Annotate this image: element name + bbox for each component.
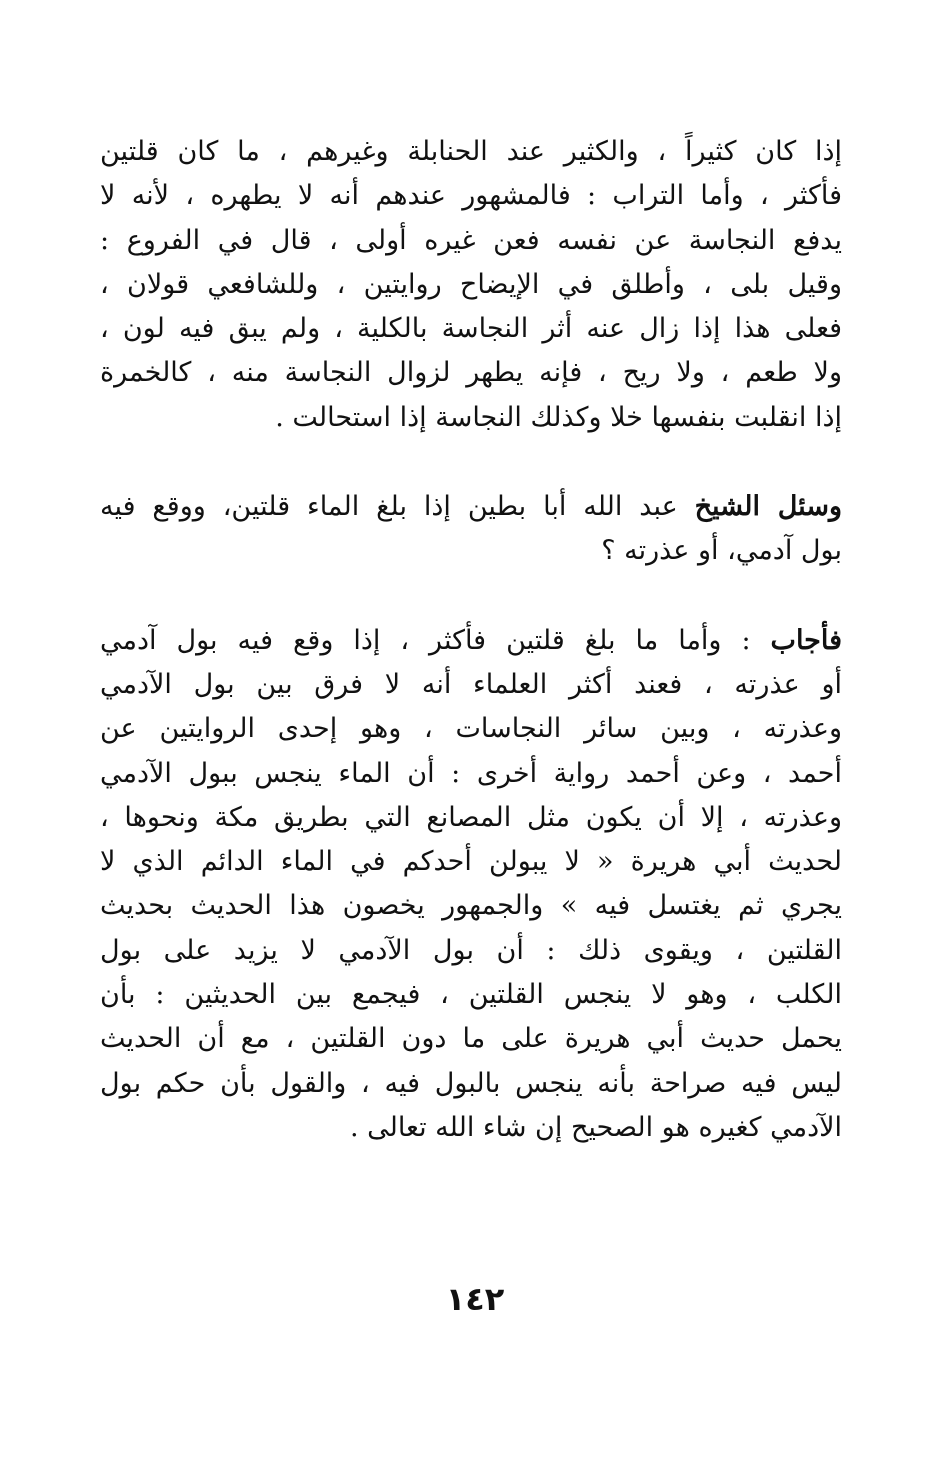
paragraph-3-answer [100, 619, 842, 1151]
page-number: ١٤٢ [445, 1280, 505, 1318]
paragraph-3-line-12: الآدمي كغيره هو الصحيح إن شاء الله تعالى . [349, 1111, 842, 1143]
paragraph-2-line-2: بول آدمي، أو عذرته ؟ [601, 535, 842, 567]
paragraph-1-line-4: وقيل بلى ، وأطلق في الإيضاح روايتين ، وللشافعي قولان ، [100, 268, 842, 300]
paragraph-3-line-1-text: : وأما ما بلغ قلتين فأكثر ، إذا وقع فيه بول آدمي [100, 624, 771, 656]
paragraph-2-line-1 [100, 485, 842, 529]
paragraph-3-line-3: وعذرته ، وبين سائر النجاسات ، وهو إحدى الروايتين عن [100, 713, 842, 745]
paragraph-2-question [100, 485, 842, 574]
paragraph-3-line-11: ليس فيه صراحة بأنه ينجس بالبول فيه ، والقول بأن حكم بول [100, 1067, 842, 1099]
paragraph-1-line-5: فعلى هذا إذا زال عنه أثر النجاسة بالكلية ، ولم يبق فيه لون ، [100, 313, 842, 345]
paragraph-3-line-2: أو عذرته ، فعند أكثر العلماء أنه لا فرق بين بول الآدمي [100, 668, 842, 700]
paragraph-1-line-2: فأكثر ، وأما التراب : فالمشهور عندهم أنه لا يطهره ، لأنه لا [100, 180, 842, 212]
paragraph-3-line-4: أحمد ، وعن أحمد رواية أخرى : أن الماء ينجس ببول الآدمي [100, 757, 842, 789]
question-lead: وسئل الشيخ [694, 491, 842, 523]
paragraph-3-line-9: الكلب ، وهو لا ينجس القلتين ، فيجمع بين الحديثين : بأن [100, 979, 842, 1011]
paragraph-3-line-10: يحمل حديث أبي هريرة على ما دون القلتين ، مع أن الحديث [100, 1023, 842, 1055]
answer-lead: فأجاب [770, 624, 842, 656]
paragraph-1-line-7: إذا انقلبت بنفسها خلا وكذلك النجاسة إذا استحالت . [275, 401, 842, 433]
paragraph-1-line-6: ولا طعم ، ولا ريح ، فإنه يطهر لزوال النجاسة منه ، كالخمرة [100, 357, 842, 389]
paragraph-3-line-8: القلتين ، ويقوى ذلك : أن بول الآدمي لا يزيد على بول [100, 934, 842, 966]
paragraph-3-line-7: يجري ثم يغتسل فيه » والجمهور يخصون هذا الحديث بحديث [100, 890, 842, 922]
paragraph-1-line-1: إذا كان كثيراً ، والكثير عند الحنابلة وغيرهم ، ما كان قلتين [100, 136, 842, 167]
page-body [100, 130, 842, 1150]
paragraph-2-line-1-text: عبد الله أبا بطين إذا بلغ الماء قلتين، ووقع فيه [100, 491, 695, 523]
paragraph-1-line-3: يدفع النجاسة عن نفسه فعن غيره أولى ، قال في الفروع : [100, 224, 842, 256]
paragraph-3-line-6: لحديث أبي هريرة « لا يبولن أحدكم في الماء الدائم الذي لا [100, 846, 842, 878]
paragraph-1 [100, 130, 842, 440]
paragraph-3-line-5: وعذرته ، إلا أن يكون مثل المصانع التي بطريق مكة ونحوها ، [100, 801, 842, 833]
paragraph-3-line-1 [100, 619, 842, 663]
